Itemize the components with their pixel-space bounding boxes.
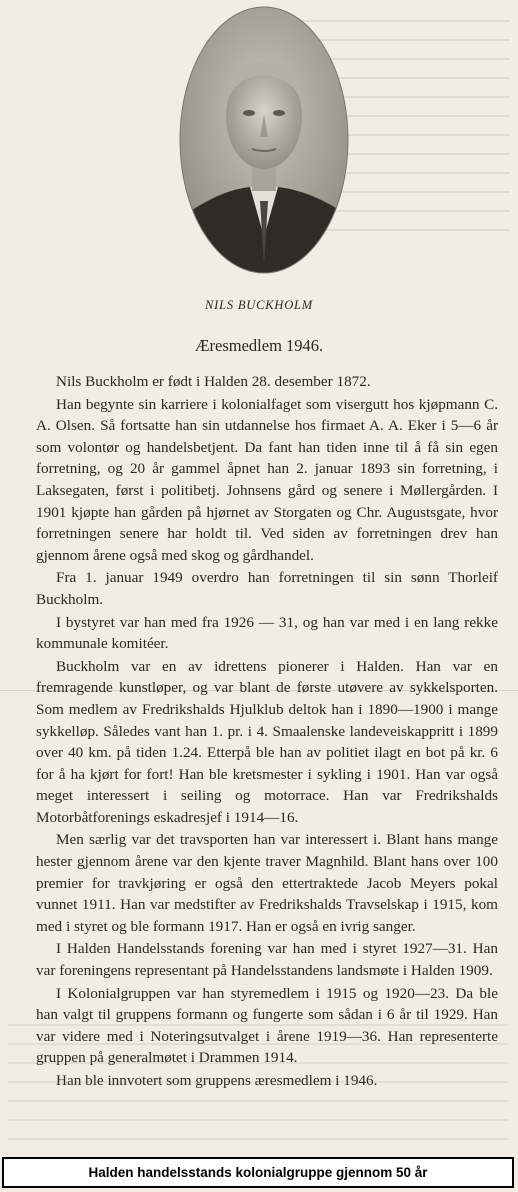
honorary-member-heading: Æresmedlem 1946. bbox=[194, 336, 324, 355]
biography-text bbox=[36, 371, 498, 1092]
portrait-photo bbox=[178, 5, 350, 275]
paragraph-sports: Buckholm var en av idrettens pionerer i Halden. Han var en fremragende kunstløper, og var blant de første utøvere av sykkelsporten. Som medlem av Fredrikshalds Hjulklub deltok han i 1890—1900 i mange sykkelløp. Således vant han 1. pr. i 4. Smaalenske landeveiskappritt i 1899 over 40 km. på tiden 1.24. Etterpå ble han av politiet ilagt en bot på kr. 6 for å ha kjørt for fort! Han ble kretsmester i sykling i 1901. Han var også meget interessert i seiling og motorrace. Han var Fredrikshalds Motorbåtforenings eskadresjef i 1914—16. bbox=[36, 657, 498, 826]
footer-title-bar: Halden handelsstands kolonialgruppe gjennom 50 år bbox=[2, 1157, 514, 1188]
portrait-caption: NILS BUCKHOLM bbox=[205, 298, 313, 312]
bleed-through-text-lower bbox=[0, 1024, 518, 1152]
paragraph-honorary: Han ble innvotert som gruppens æresmedlem i 1946. bbox=[56, 1072, 378, 1089]
paragraph-trade-association: I Halden Handelsstands forening var han med i styret 1927—31. Han var foreningens representant på Handelsstandens landsmøte i Halden 1909. bbox=[36, 940, 498, 980]
paragraph-career: Han begynte sin karriere i kolonialfaget som visergutt hos kjøpmann C. A. Olsen. Så fortsatte han sin utdannelse hos firmaet A. A. Eker i 5—6 år som volontør og handelsbetjent. Da fant han tiden inne til å få sin egen forretning, og 20 år gammel åpnet han 2. januar 1893 sin forretning, i Laksegaten, først i politibetj. Johnsens gård og senere i Møllergården. I 1901 kjøpte han gården på hjørnet av Storgaten og Chr. Augustsgate, hvor forretningen senere har holdt til. Ved siden av forretningen drev han gjennom årene også med skog og gårdhandel. bbox=[36, 395, 498, 564]
paragraph-colonial-group: I Kolonialgruppen var han styremedlem i 1915 og 1920—23. Da ble han valgt til gruppens formann og fungerte som sådan i 6 år til 1929. Han var videre med i Noteringsutvalget i årene 1919—36. Han representerte gruppen på generalmøtet i Drammen 1914. bbox=[36, 984, 498, 1067]
paragraph-birth: Nils Buckholm er født i Halden 28. desember 1872. bbox=[56, 373, 371, 390]
paragraph-city-council: I bystyret var han med fra 1926 — 31, og han var med i en lang rekke kommunale komitéer. bbox=[36, 613, 498, 653]
paragraph-handover: Fra 1. januar 1949 overdro han forretningen til sin sønn Thorleif Buckholm. bbox=[36, 569, 498, 608]
paragraph-trotting: Men særlig var det travsporten han var interessert i. Blant hans mange hester gjennom årene var den kjente traver Magnhild. Blant hans over 100 premier for travkjøring er også den ettertraktede Jacob Meyers pokal vunnet 1911. Han var medstifter av Fredrikshalds Travselskap i 1915, kom med i styret og ble formann 1917. Han er også en ivrig sanger. bbox=[36, 831, 498, 935]
